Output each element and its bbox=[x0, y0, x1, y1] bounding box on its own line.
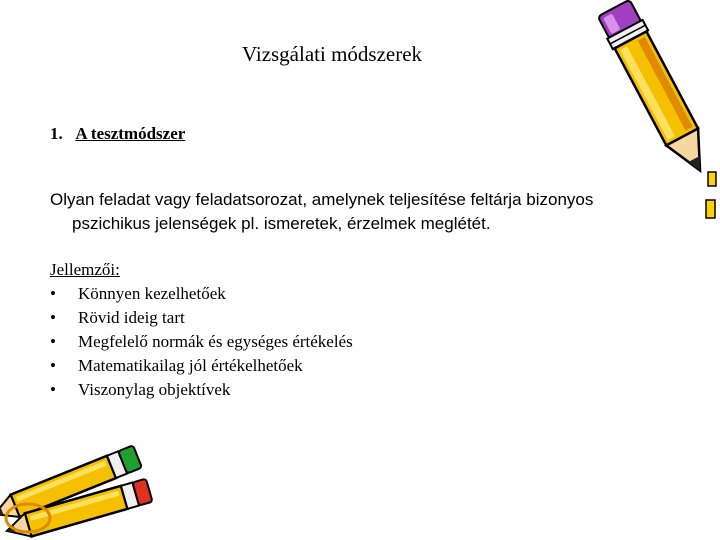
definition-text: Olyan feladat vagy feladatsorozat, amelynek teljesítése feltárja bizonyos pszichikus jelenségek pl. ismeretek, érzelmek meglétét. bbox=[50, 190, 594, 233]
bullet: • bbox=[50, 380, 56, 399]
bullet: • bbox=[50, 284, 56, 303]
list-item bbox=[50, 282, 610, 306]
list-item-text: Megfelelő normák és egységes értékelés bbox=[78, 332, 353, 351]
section-heading bbox=[50, 124, 185, 144]
list-item bbox=[50, 306, 610, 330]
list-item bbox=[50, 378, 610, 402]
list-item-text: Rövid ideig tart bbox=[78, 308, 185, 327]
bullet: • bbox=[50, 332, 56, 351]
definition-block bbox=[50, 188, 620, 236]
list-item-text: Viszonylag objektívek bbox=[78, 380, 231, 399]
pencils-bottom-left-icon bbox=[0, 430, 160, 540]
characteristics-list bbox=[50, 282, 610, 402]
pencil-top-right-icon bbox=[596, 0, 720, 240]
section-number: 1. bbox=[50, 124, 63, 143]
characteristics-block bbox=[50, 258, 610, 402]
section-heading-text: A tesztmódszer bbox=[75, 124, 186, 143]
characteristics-title: Jellemzői: bbox=[50, 260, 120, 279]
slide-title: Vizsgálati módszerek bbox=[241, 42, 423, 66]
list-item bbox=[50, 330, 610, 354]
bullet: • bbox=[50, 356, 56, 375]
bullet: • bbox=[50, 308, 56, 327]
list-item bbox=[50, 354, 610, 378]
list-item-text: Könnyen kezelhetőek bbox=[78, 284, 226, 303]
list-item-text: Matematikailag jól értékelhetőek bbox=[78, 356, 303, 375]
